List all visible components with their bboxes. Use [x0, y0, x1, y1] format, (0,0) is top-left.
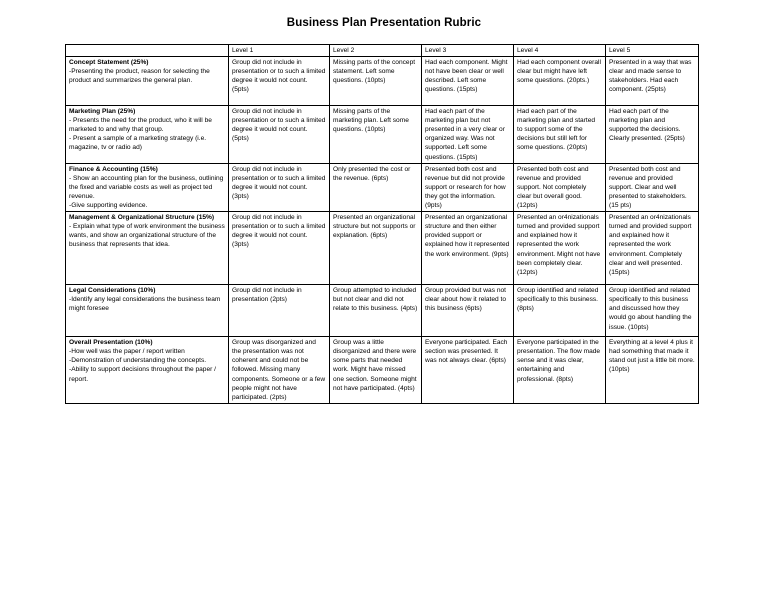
- level-5-cell: [606, 285, 699, 337]
- criterion-name: Finance & Accounting (15%): [69, 165, 158, 173]
- criterion-cell: [66, 57, 229, 106]
- level-4-cell: [514, 285, 606, 337]
- level-description: Presented in a way that was clear and made sense to stakeholders. Had each component. (25pts): [609, 59, 692, 94]
- table-row: [66, 285, 699, 337]
- criterion-detail: -Give supporting evidence.: [69, 202, 148, 210]
- criterion-cell: [66, 285, 229, 337]
- criterion-name: Overall Presentation (10%): [69, 339, 153, 347]
- level-2-cell: [330, 106, 422, 164]
- level-description: Only presented the cost or the revenue. (6pts): [333, 165, 411, 182]
- level-5-cell: [606, 212, 699, 285]
- header-level-4: Level 4: [514, 45, 606, 57]
- level-description: Presented an or4nizationals turned and provided support and explained how it represented the work environment. Completely clear and well presented. (15pts): [609, 214, 692, 276]
- level-description: Group attempted to included but not clear and did not relate to this business. (4pts): [333, 287, 418, 313]
- criterion-detail: - Presents the need for the product, who it will be marketed to and why that group.: [69, 117, 212, 134]
- criterion-name: Management & Organizational Structure (15%): [69, 214, 215, 222]
- level-description: Everyone participated. Each section was presented. It was not always clear. (6pts): [425, 339, 508, 365]
- table-row: [66, 106, 699, 164]
- header-criterion: [66, 45, 229, 57]
- level-description: Group was disorganized and the presentation was not coherent and could not be followed. Missing many components. Someone or a few people might not have participated. (2pts): [232, 339, 326, 401]
- criterion-name: Legal Considerations (10%): [69, 287, 156, 295]
- level-4-cell: [514, 212, 606, 285]
- criterion-name: Concept Statement (25%): [69, 59, 149, 67]
- level-2-cell: [330, 57, 422, 106]
- level-description: Everything at a level 4 plus it had something that made it stand out just a little bit more. (10pts): [609, 339, 695, 374]
- level-1-cell: [229, 57, 330, 106]
- level-5-cell: [606, 57, 699, 106]
- level-description: Group provided but was not clear about how it related to this business (6pts): [425, 287, 507, 313]
- level-description: Group did not include in presentation or to such a limited degree it would not count. (5pts): [232, 59, 326, 94]
- level-2-cell: [330, 285, 422, 337]
- criterion-detail: - Show an accounting plan for the business, outlining the fixed and variable costs as well as project ted revenue.: [69, 174, 224, 200]
- level-5-cell: [606, 337, 699, 404]
- level-description: Group identified and related specifically to this business and discussed how they would go about handling the issue. (10pts): [609, 287, 692, 331]
- level-description: Presented both cost and revenue and provided support. Not completely clear but overall good. (12pts): [517, 165, 589, 210]
- table-row: [66, 337, 699, 404]
- level-description: Presented both cost and revenue and provided support. Clear and well presented to stakeholders. (15 pts): [609, 165, 687, 210]
- page-title: Business Plan Presentation Rubric: [286, 17, 482, 29]
- level-description: Group was a little disorganized and there were some parts that needed work. Might have missed one section. Someone might not have participated. (4pts): [333, 339, 417, 392]
- level-3-cell: [422, 285, 514, 337]
- criterion-detail: -Presenting the product, reason for selecting the product and summarizes the general plan.: [69, 68, 210, 85]
- criterion-cell: [66, 212, 229, 285]
- criterion-detail: -Ability to support decisions throughout the paper / report.: [69, 366, 216, 383]
- criterion-detail: - Present a sample of a marketing strategy (i.e. magazine, tv or radio ad): [69, 135, 207, 152]
- table-row: [66, 57, 699, 106]
- level-2-cell: [330, 163, 422, 211]
- criterion-cell: [66, 163, 229, 211]
- level-description: Group did not include in presentation or to such a limited degree it would not count. (3pts): [232, 214, 326, 249]
- level-description: Presented an organizational structure but not supports or explanation. (6pts): [333, 214, 416, 240]
- criterion-detail: -Identify any legal considerations the business team might foresee: [69, 296, 221, 313]
- criterion-name: Marketing Plan (25%): [69, 108, 136, 116]
- level-3-cell: [422, 212, 514, 285]
- level-description: Had each component. Might not have been clear or well described. Left some questions. (15pts): [425, 59, 508, 94]
- level-description: Had each component overall clear but might have left some questions. (20pts.): [517, 59, 601, 85]
- level-2-cell: [330, 212, 422, 285]
- table-row: [66, 163, 699, 211]
- level-5-cell: [606, 163, 699, 211]
- level-1-cell: [229, 163, 330, 211]
- level-description: Group did not include in presentation (2pts): [232, 287, 302, 304]
- level-5-cell: [606, 106, 699, 164]
- level-3-cell: [422, 163, 514, 211]
- level-description: Missing parts of the concept statement. Left some questions. (10pts): [333, 59, 416, 85]
- level-2-cell: [330, 337, 422, 404]
- level-4-cell: [514, 106, 606, 164]
- criterion-cell: [66, 106, 229, 164]
- level-4-cell: [514, 163, 606, 211]
- level-description: Group did not include in presentation or to such a limited degree it would not count. (5pts): [232, 108, 326, 143]
- level-description: Missing parts of the marketing plan. Left some questions. (10pts): [333, 108, 409, 134]
- level-description: Group identified and related specifically to this business. (8pts): [517, 287, 599, 313]
- level-description: Group did not include in presentation or to such a limited degree it would not count. (3pts): [232, 165, 326, 200]
- level-4-cell: [514, 337, 606, 404]
- level-4-cell: [514, 57, 606, 106]
- level-3-cell: [422, 337, 514, 404]
- header-level-3: Level 3: [422, 45, 514, 57]
- level-description: Presented both cost and revenue but did not provide support or research for how they got the information. (9pts): [425, 165, 506, 210]
- level-3-cell: [422, 57, 514, 106]
- level-1-cell: [229, 106, 330, 164]
- header-level-5: Level 5: [606, 45, 699, 57]
- level-1-cell: [229, 212, 330, 285]
- criterion-detail: - Explain what type of work environment the business wants, and show an organizational structure of the business that represents that idea.: [69, 223, 225, 249]
- rubric-table: [65, 44, 699, 404]
- level-description: Presented an organizational structure and then either provided support or explained how it represented the work environment. (9pts): [425, 214, 510, 258]
- criterion-cell: [66, 337, 229, 404]
- level-1-cell: [229, 285, 330, 337]
- level-3-cell: [422, 106, 514, 164]
- level-description: Everyone participated in the presentation. The flow made sense and it was clear, entertaining and professional. (8pts): [517, 339, 601, 383]
- level-1-cell: [229, 337, 330, 404]
- level-description: Presented an or4nizationals turned and provided support and explained how it represented the work environment. Might not have been completely clear. (12pts): [517, 214, 601, 276]
- level-description: Had each part of the marketing plan but not presented in a very clear or organized way. Was not supported. Left some questions. (15pts): [425, 108, 505, 161]
- criterion-detail: -Demonstration of understanding the concepts.: [69, 357, 207, 365]
- table-row: [66, 212, 699, 285]
- level-description: Had each part of the marketing plan and supported the decisions. Clearly presented. (25pts): [609, 108, 685, 143]
- header-level-2: Level 2: [330, 45, 422, 57]
- level-description: Had each part of the marketing plan and started to support some of the decisions but still left for some questions. (20pts): [517, 108, 596, 152]
- header-row: [66, 45, 699, 57]
- criterion-detail: -How well was the paper / report written: [69, 348, 185, 356]
- header-level-1: Level 1: [229, 45, 330, 57]
